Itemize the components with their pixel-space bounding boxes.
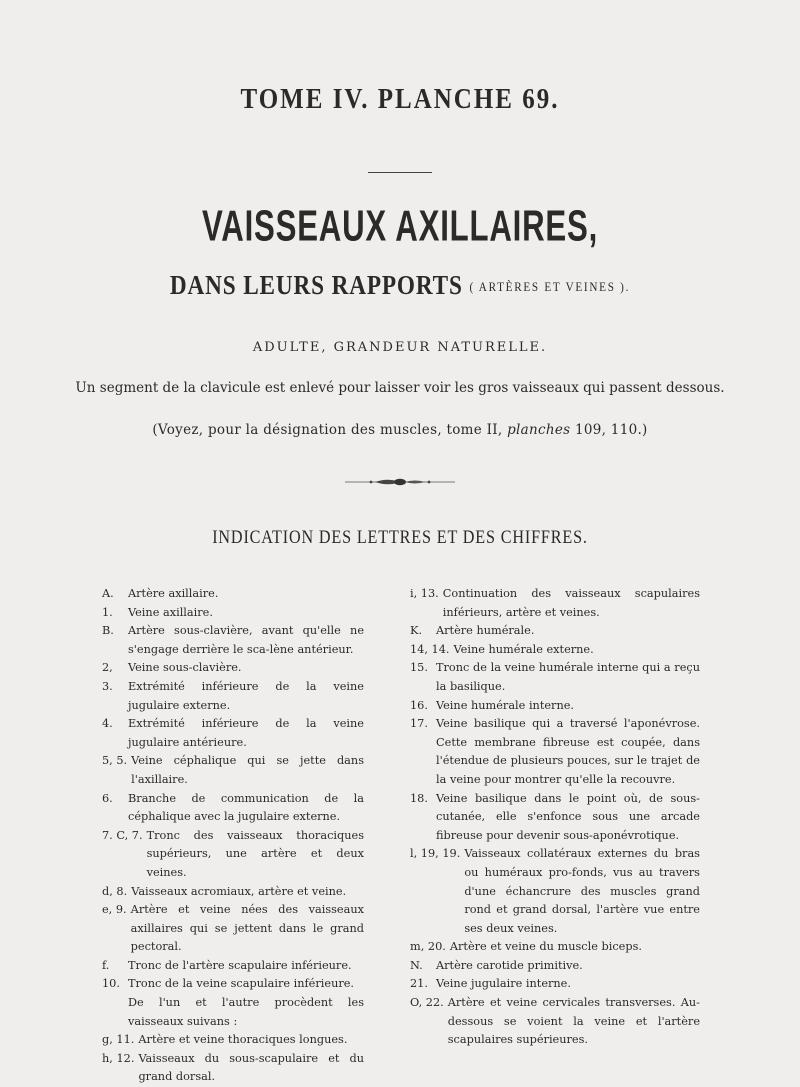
legend-entry-label: f. <box>102 958 110 972</box>
specimen-caption: ADULTE, GRANDEUR NATURELLE. <box>252 340 548 355</box>
legend-entry-label: 21. <box>410 977 428 991</box>
legend-entry <box>410 659 700 696</box>
legend-entry <box>102 901 364 957</box>
legend-entry <box>102 883 364 902</box>
legend-column-left <box>102 585 364 1087</box>
legend-entry <box>102 622 364 659</box>
legend-entry <box>410 845 700 938</box>
legend-entry <box>410 994 700 1050</box>
cross-reference-suffix: 109, 110.) <box>570 422 648 438</box>
legend-entry-label: 15. <box>410 661 428 675</box>
legend-entry-text: Veine céphalique qui se jette dans l'axillaire. <box>131 754 364 786</box>
legend-entry-label: K. <box>410 624 423 638</box>
legend-entry-text: Veine axillaire. <box>128 605 213 619</box>
legend-entry-label: d, 8. <box>102 884 128 898</box>
legend-entry-text: Artère et veine nées des vaisseaux axillaires qui se jettent dans le grand pectoral. <box>130 903 364 954</box>
short-rule-divider <box>368 172 432 173</box>
legend-entry-text: Vaisseaux acromiaux, artère et veine. <box>131 884 347 898</box>
legend-entry <box>102 975 364 994</box>
legend-entry-text: Artère sous-clavière, avant qu'elle ne s'engage derrière le sca-lène antérieur. <box>128 624 364 656</box>
legend-entry <box>410 975 700 994</box>
legend-entry <box>410 715 700 789</box>
legend-entry-text: Continuation des vaisseaux scapulaires inférieurs, artère et veines. <box>442 587 700 619</box>
legend-entry-text: Vaisseaux du sous-scapulaire et du grand dorsal. <box>138 1051 364 1084</box>
legend-entry <box>410 938 700 957</box>
legend-entry-text: Veine basilique qui a traversé l'aponévrose. Cette membrane fibreuse est coupée, dans l'étendue de plusieurs pouces, sur le trajet de la veine pour montrer qu'elle la recouvre. <box>436 717 700 786</box>
plate-subtitle <box>56 270 744 301</box>
subtitle-parenthetical: ( ARTÈRES ET VEINES ). <box>469 279 631 294</box>
legend-entry-text: Tronc de l'artère scapulaire inférieure. <box>128 958 352 972</box>
plate-number-heading: TOME IV. PLANCHE 69. <box>240 83 560 115</box>
legend-entry-label: 4. <box>102 717 113 731</box>
legend-entry-label: i, 13. <box>410 587 439 600</box>
legend-entry <box>410 641 700 660</box>
legend-entry-text: Artère axillaire. <box>128 587 219 600</box>
legend-entry-label: B. <box>102 624 114 638</box>
legend-entry <box>102 752 364 789</box>
legend-entry <box>102 1050 364 1087</box>
legend-entry-text: Artère et veine cervicales transverses. Au-dessous se voient la veine et l'artère scapulaires supérieures. <box>447 996 700 1047</box>
legend-entry-label: 17. <box>410 717 428 731</box>
legend-entry <box>102 1031 364 1050</box>
legend-entry-text: Tronc de la veine scapulaire inférieure. <box>128 977 355 991</box>
legend-entry-label: h, 12. <box>102 1051 135 1065</box>
legend-entry-text: Artère carotide primitive. <box>436 958 583 972</box>
legend-entry-text: Veine humérale interne. <box>436 698 575 712</box>
legend-entry-label: e, 9. <box>102 903 127 917</box>
legend-entry <box>102 994 364 1031</box>
legend-entry-text: Extrémité inférieure de la veine jugulaire antérieure. <box>128 717 364 749</box>
legend-entry-text: Veine basilique dans le point où, de sous-cutanée, elle s'enfonce sous une arcade fibreuse pour devenir sous-aponévrotique. <box>436 791 700 842</box>
legend-entry <box>102 659 364 678</box>
legend-entry-label: O, 22. <box>410 996 444 1010</box>
description-text: Un segment de la clavicule est enlevé pour laisser voir les gros vaisseaux qui passent dessous. <box>75 380 725 396</box>
legend-entry <box>102 585 364 604</box>
legend-entry-label: 14, 14. <box>410 642 450 656</box>
legend-entry <box>102 957 364 976</box>
legend-entry <box>102 790 364 827</box>
legend-entry-label: g, 11. <box>102 1033 135 1047</box>
legend-entry-text: De l'un et l'autre procèdent les vaisseaux suivans : <box>128 996 364 1028</box>
cross-reference-prefix: (Voyez, pour la désignation des muscles, tome II, <box>152 422 508 438</box>
legend-entry-text: Veine sous-clavière. <box>128 661 242 675</box>
cross-reference-italic: planches <box>507 422 571 438</box>
subtitle-main: DANS LEURS RAPPORTS <box>169 270 463 300</box>
legend-entry-text: Veine humérale externe. <box>453 642 594 656</box>
legend-entry <box>410 790 700 846</box>
legend-entry-label: m, 20. <box>410 940 446 954</box>
legend-entry-label: 7. C, 7. <box>102 828 143 842</box>
legend-entry-text: Artère et veine du muscle biceps. <box>449 940 642 954</box>
legend-entry-label: 5, 5. <box>102 754 128 768</box>
legend-entry-label: 3. <box>102 679 113 693</box>
legend-entry <box>410 585 700 622</box>
legend-entry-text: Artère humérale. <box>436 624 535 638</box>
legend-entry-text: Tronc de la veine humérale interne qui a reçu la basilique. <box>436 661 700 693</box>
legend-entry <box>410 622 700 641</box>
ornament-divider-icon <box>345 475 455 489</box>
legend-entry-label: A. <box>102 587 114 600</box>
legend-entry-label: 2, <box>102 661 113 675</box>
legend-entry-label: 10. <box>102 977 120 991</box>
legend-entry <box>102 827 364 883</box>
legend-entry-label: l, 19, 19. <box>410 847 461 861</box>
legend-entry-text: Veine jugulaire interne. <box>436 977 571 991</box>
legend-entry-text: Branche de communication de la céphalique avec la jugulaire externe. <box>128 791 364 824</box>
legend-entry <box>102 604 364 623</box>
legend-entry-text: Vaisseaux collatéraux externes du bras ou huméraux pro-fonds, vus au travers d'une échancrure des muscles grand rond et grand dorsal, l'artère vue entre ses deux veines. <box>464 847 700 935</box>
legend-entry <box>102 678 364 715</box>
legend-entry <box>410 957 700 976</box>
legend-heading: INDICATION DES LETTRES ET DES CHIFFRES. <box>212 527 588 548</box>
legend-entry-label: 16. <box>410 698 428 712</box>
plate-title: VAISSEAUX AXILLAIRES, <box>201 201 599 251</box>
legend-entry-text: Extrémité inférieure de la veine jugulaire externe. <box>128 679 364 712</box>
legend-entry-label: N. <box>410 958 423 972</box>
legend-entry-text: Tronc des vaisseaux thoraciques supérieurs, une artère et deux veines. <box>146 828 364 879</box>
legend-column-right <box>410 585 700 1050</box>
legend-entry-label: 1. <box>102 605 113 619</box>
legend-entry <box>102 715 364 752</box>
legend-entry <box>410 697 700 716</box>
legend-entry-label: 18. <box>410 791 428 805</box>
legend-entry-label: 6. <box>102 791 113 805</box>
cross-reference-note <box>0 422 800 438</box>
legend-entry-text: Artère et veine thoraciques longues. <box>138 1033 348 1047</box>
